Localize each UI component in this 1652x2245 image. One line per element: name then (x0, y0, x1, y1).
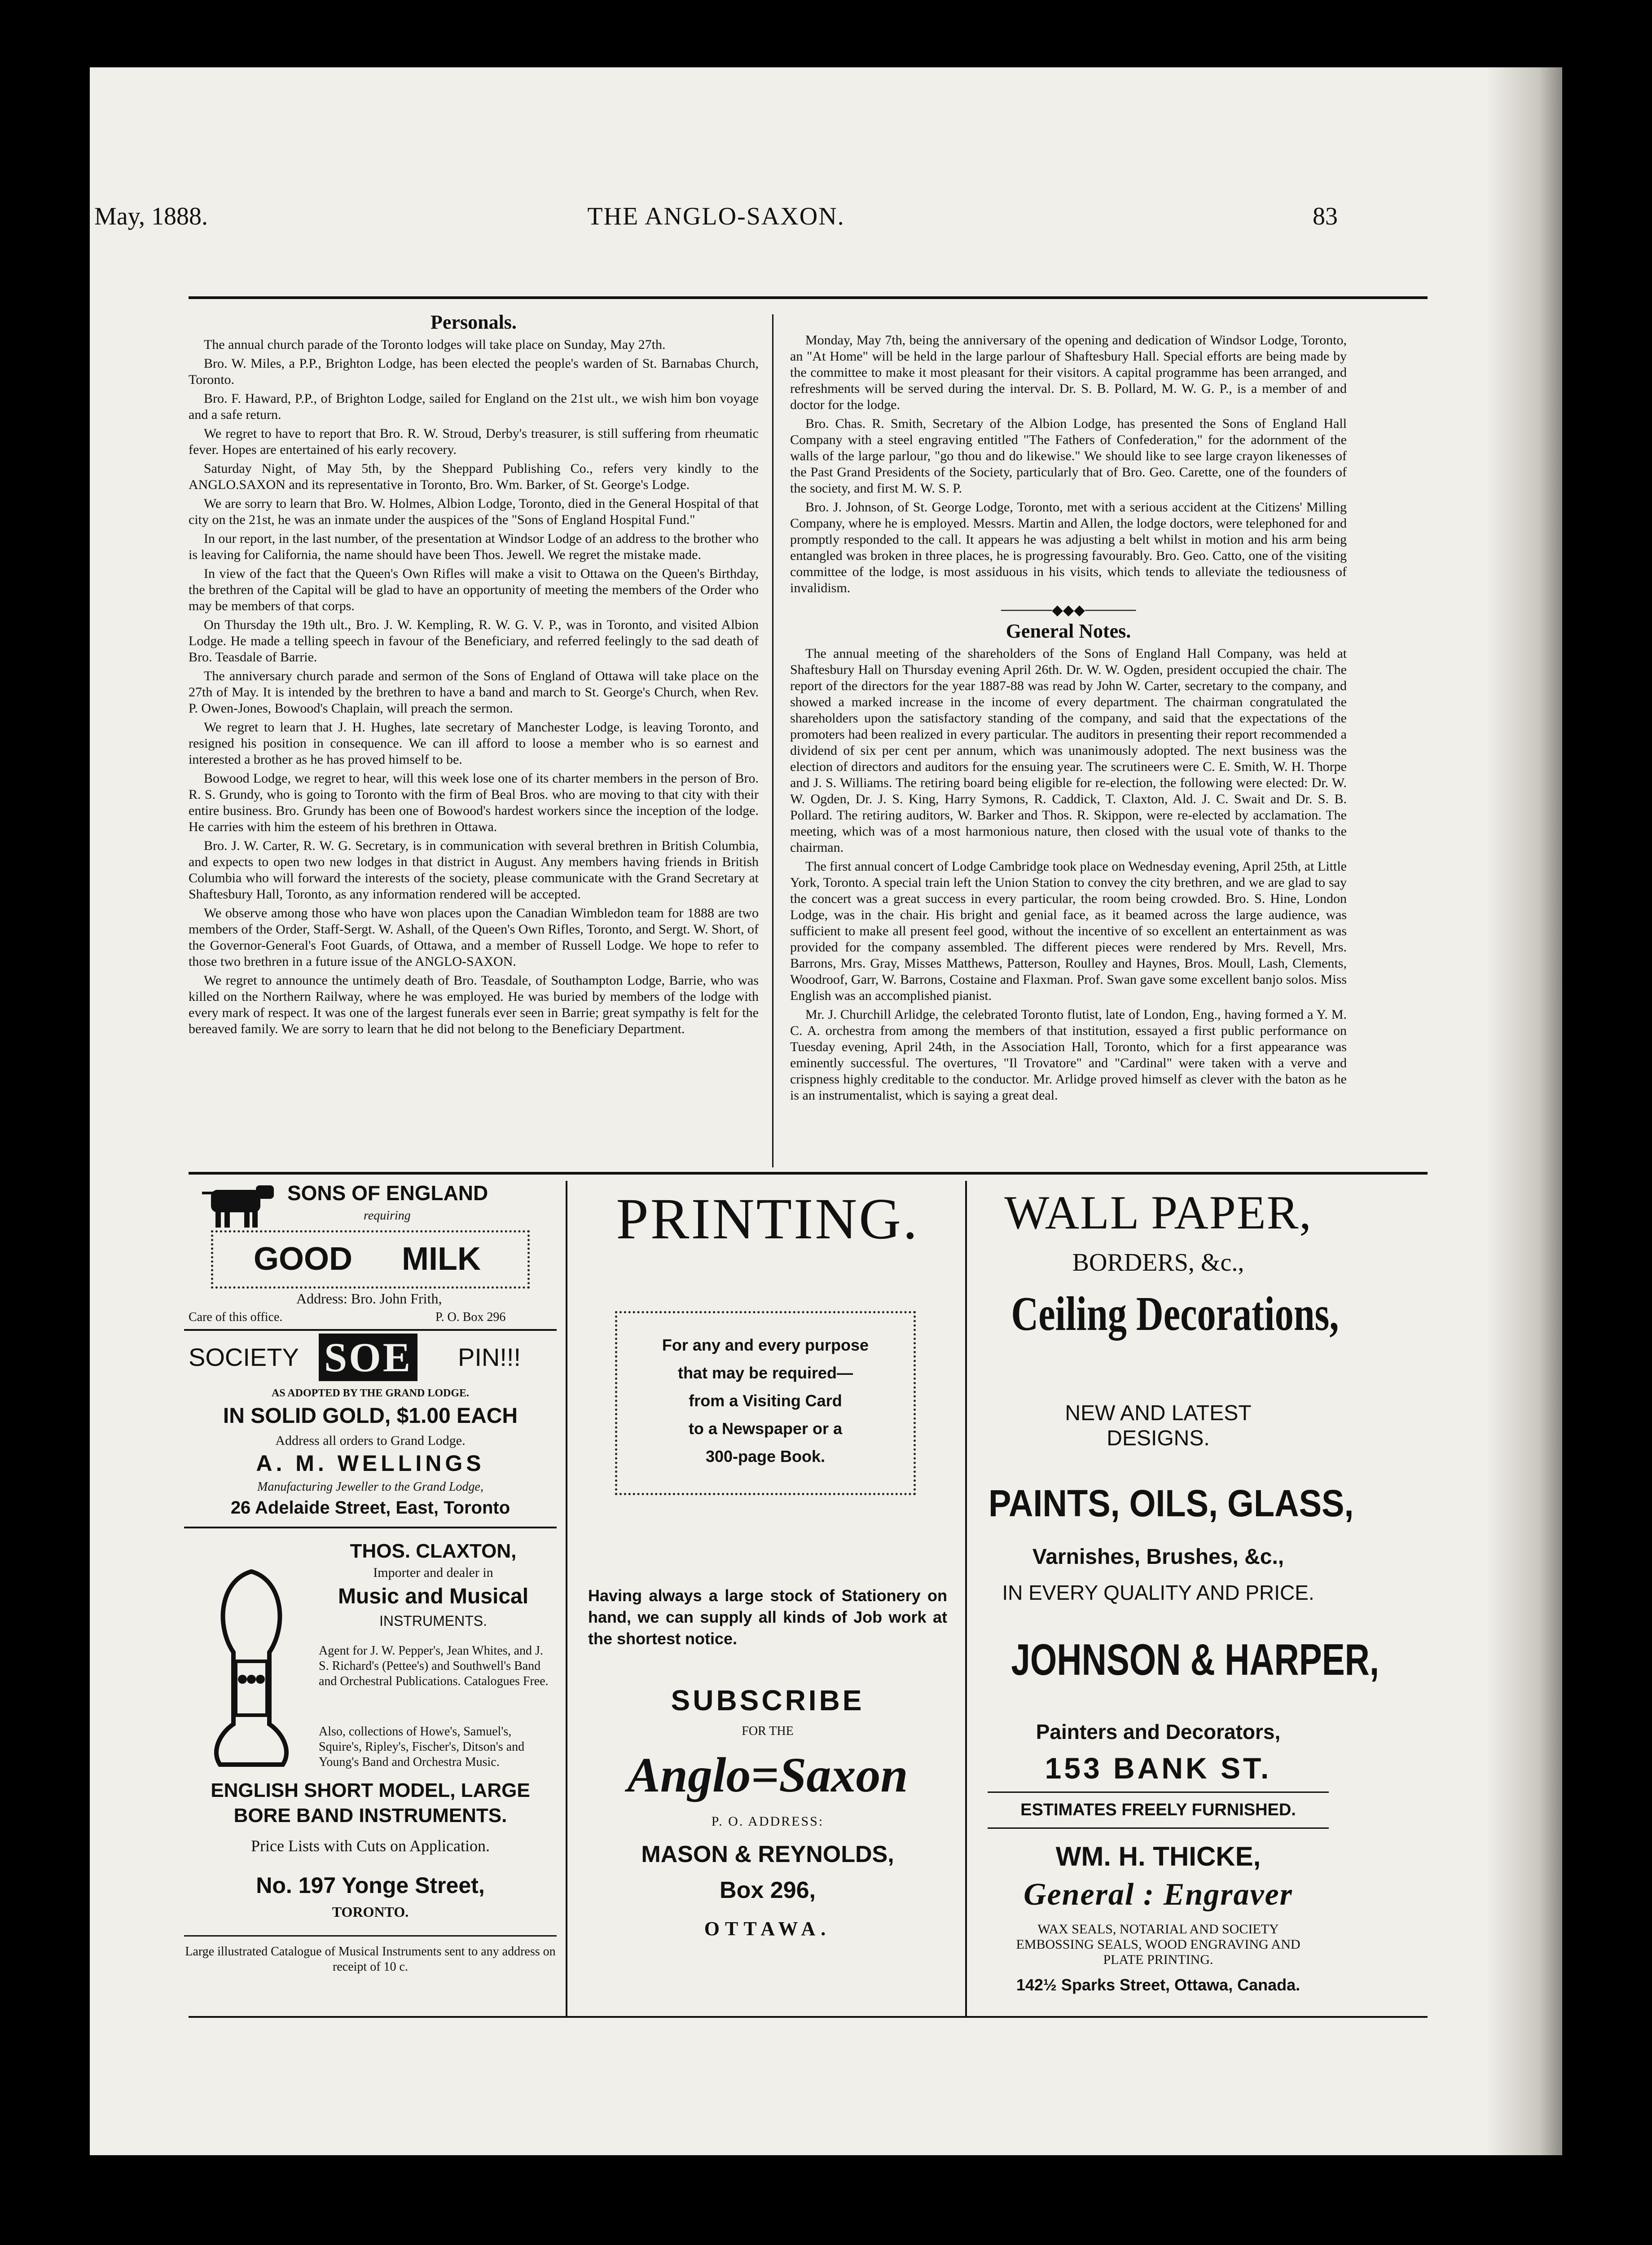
personal-paragraph: Bro. W. Miles, a P.P., Brighton Lodge, has been elected the people's warden of St. Barnabas Church, Toronto. (189, 356, 759, 387)
subscribe-for-the: FOR THE (742, 1724, 794, 1738)
personal-paragraph: In view of the fact that the Queen's Own Rifles will make a visit to Ottawa on the Queen's Birthday, the brethren of the Capital will be glad to have an opportunity of meeting the members of the Order who may be members of that corps. (189, 566, 759, 613)
personal-paragraph: Bro. F. Haward, P.P., of Brighton Lodge, sailed for England on the 21st ult., we wish him bon voyage and a safe return. (189, 391, 759, 422)
notes-paragraph: Monday, May 7th, being the anniversary of the opening and dedication of Windsor Lodge, Toronto, an "At Home" will be held in the large parlour of Shaftesbury Hall. Special efforts are being made by the committee to make it most pleasant for their visitors. A capital programme has been arranged, and refreshments will be served during the interval. Dr. S. B. Pollard, M. W. G. P., is a member of and doctor for the lodge. (790, 333, 1347, 412)
general-engraver: General : Engraver (1024, 1877, 1293, 1912)
paints-oils-glass: PAINTS, OILS, GLASS, (989, 1482, 1354, 1524)
pin-society: SOCIETY (189, 1343, 299, 1371)
personal-paragraph: We regret to have to report that Bro. R. W. Stroud, Derby's treasurer, is still suffering from rheumatic fever. Hopes are entertained of his early recovery. (189, 426, 759, 457)
milk-box: P. O. Box 296 (435, 1310, 506, 1324)
milk-care: Care of this office. (189, 1310, 283, 1324)
wallpaper-ads-column (970, 1185, 1380, 2016)
po-address-label: P. O. ADDRESS: (711, 1814, 824, 1829)
printing-box-number: Box 296, (720, 1877, 816, 1903)
personal-paragraph: The annual church parade of the Toronto lodges will take place on Sunday, May 27th. (204, 337, 666, 352)
general-notes-list (790, 646, 1347, 1104)
bank-street: 153 BANK ST. (1045, 1752, 1272, 1785)
milk-address: Address: Bro. John Frith, (296, 1290, 442, 1307)
claxton-agent: Agent for J. W. Pepper's, Jean Whites, and J. S. Richard's (Pettee's) and Southwell's Band and Orchestral Publications. Catalogues Free. (319, 1644, 549, 1688)
section-ornament: ─────◆◆◆───── (1001, 602, 1136, 618)
personal-paragraph: We are sorry to learn that Bro. W. Holmes, Albion Lodge, Toronto, died in the General Hospital of that city on the 21st, he was an inmate under the auspices of the "Sons of England Hospital Fund." (189, 496, 759, 527)
personal-paragraph: Bro. J. W. Carter, R. W. G. Secretary, is in communication with several brethren in British Columbia, and expects to open two new lodges in that district in August. Any members having friends in British Columbia who will forward the interests of the society, please communicate with the Grand Secretary at Shaftesbury Hall, Toronto, as any information rendered will be accepted. (189, 838, 759, 902)
personal-paragraph: We regret to learn that J. H. Hughes, late secretary of Manchester Lodge, is leaving Toronto, and resigned his position in consequence. We can ill afford to loose a member who is so earnest and interested a brother as he has proved himself to be. (189, 720, 759, 767)
ads-bottom-rule (189, 2016, 1428, 2018)
notes-column (790, 332, 1347, 1106)
claxton-instruments: INSTRUMENTS. (379, 1613, 487, 1629)
varnishes-brushes: Varnishes, Brushes, &c., (1032, 1545, 1284, 1569)
general-notes-paragraph: The annual meeting of the shareholders of the Sons of England Hall Company, was held at Shaftesbury Hall on Thursday evening April 26th. Dr. W. W. Ogden, president occupied the chair. The report of the directors for the year 1887-88 was read by John W. Carter, secretary to the company, and showed a marked increase in the income of every department. The chairman congratulated the shareholders upon the satisfactory standing of the company, and said that the expectations of the promoters had been realized in every particular. The auditors in presenting their report recommended a dividend of six per cent per annum, which was unanimously adopted. The next business was the election of directors and auditors for the ensuing year. The scrutineers were C. E. Smith, W. H. Thorpe and J. S. Williams. The retiring board being eligible for re-election, the following were elected: Dr. W. W. Ogden, Dr. J. S. King, Harry Symons, R. Caddick, T. Claxton, Ald. J. C. Swait and Dr. S. B. Pollard. The retiring auditors, W. Barker and Thos. R. Skippon, were re-elected by acclamation. The meeting, which was of a most harmonious nature, then closed with the usual vote of thanks to the chairman. (790, 646, 1347, 855)
new-designs: NEW AND LATEST DESIGNS. (1065, 1401, 1252, 1450)
notes-paragraph: Bro. J. Johnson, of St. George Lodge, Toronto, met with a serious accident at the Citizens' Milling Company, where he is employed. Messrs. Martin and Allen, the lodge doctors, were telephoned for and promptly responded to the call. It appears he was adjusting a belt whilst in motion and his arm being entangled was broken in three places, he is progressing favourably. Bro. Geo. Catto, one of the visiting committee of the lodge, is most assiduous in his visits, which tends to alleviate the tediousness of invalidism. (790, 500, 1347, 595)
header-rule (189, 296, 1428, 299)
personals-heading: Personals. (431, 311, 517, 333)
ad-divider (184, 1527, 557, 1528)
engraver-services: WAX SEALS, NOTARIAL AND SOCIETY EMBOSSING SEALS, WOOD ENGRAVING AND PLATE PRINTING. (1016, 1922, 1301, 1967)
thicke-name: WM. H. THICKE, (1055, 1841, 1261, 1871)
personal-paragraph: We observe among those who have won places upon the Canadian Wimbledon team for 1888 are two members of the Order, Staff-Sergt. W. Ashall, of the Queen's Own Rifles, Toronto, and Sergt. W. Short, of the Governor-General's Foot Guards, of Ottawa, and a member of Russell Lodge. We hope to refer to those two brethren in a future issue of the ANGLO-SAXON. (189, 906, 759, 969)
mason-reynolds: MASON & REYNOLDS, (641, 1841, 894, 1867)
column-divider (772, 314, 773, 1167)
pin-maker: A. M. WELLINGS (256, 1451, 485, 1476)
ad-divider (184, 1329, 557, 1331)
printing-box-line: from a Visiting Card (689, 1391, 842, 1410)
ad-divider (184, 1935, 557, 1937)
ad-divider (988, 1827, 1329, 1829)
milk-word: MILK (402, 1241, 481, 1277)
general-notes-paragraph: The first annual concert of Lodge Cambridge took place on Wednesday evening, April 25th, at Little York, Toronto. A special train left the Union Station to convey the city brethren, and we are glad to say the concert was a great success in every particular, the room being crowded. Bro. S. Hine, London Lodge, was in the chair. His bright and genial face, as it beamed across the large audience, was sufficient to make all present feel good, without the incentive of so excellent an entertainment as was provided for the company assembled. The different pieces were rendered by Mrs. Revell, Mrs. Barrons, Mrs. Gray, Misses Matthews, Patterson, Roulley and Haynes, Bros. Moull, Lash, Clements, Woodroof, Garr, W. Barrons, Costaine and Flaxman. Prof. Swan gave some excellent banjo solos. Miss English was an accomplished pianist. (790, 859, 1347, 1003)
painters-decorators: Painters and Decorators, (1036, 1720, 1281, 1743)
wallpaper-title: WALL PAPER, (1004, 1186, 1312, 1239)
cow-icon (198, 1181, 278, 1230)
personals-list (189, 337, 759, 1037)
personal-paragraph: The anniversary church parade and sermon of the Sons of England of Ottawa will take place on the 27th of May. It is intended by the brethren to have a band and march to St. George's Church, when Rev. P. Owen-Jones, Bowood's Chaplain, will preach the sermon. (189, 669, 759, 716)
personal-paragraph: Saturday Night, of May 5th, by the Sheppard Publishing Co., refers very kindly to the ANGLO.SAXON and its representative in Toronto, Bro. Wm. Barker, of St. George's Lodge. (189, 461, 759, 492)
personal-paragraph: We regret to announce the untimely death of Bro. Teasdale, of Southampton Lodge, Barrie, who was killed on the Northern Railway, where he was employed. He was buried by members of the lodge with every mark of respect. It was one of the largest funerals ever seen in Barrie; great sympathy is felt for the bereaved family. We are sorry to learn that he did not belong to the Beneficiary Department. (189, 973, 759, 1036)
thicke-address: 142½ Sparks Street, Ottawa, Canada. (1016, 1976, 1301, 1994)
claxton-city: TORONTO. (332, 1904, 409, 1920)
printing-box-line: For any and every purpose (662, 1336, 869, 1354)
issue-date: May, 1888. (94, 202, 208, 230)
pin-soe-logo: SOE (319, 1334, 417, 1381)
pin-price: IN SOLID GOLD, $1.00 EACH (223, 1404, 518, 1428)
ad-divider (988, 1792, 1329, 1793)
claxton-model: ENGLISH SHORT MODEL, LARGE BORE BAND INSTRUMENTS. (211, 1779, 530, 1827)
general-notes-paragraph: Mr. J. Churchill Arlidge, the celebrated Toronto flutist, late of London, Eng., having formed a Y. M. C. A. orchestra from among the members of that institution, essayed a first public performance on Tuesday evening, April 24th, in the Association Hall, Toronto, which for a first appearance was eminently successful. The overtures, "Il Trovatore" and "Cardinal" were taken with a verve and crispness highly creditable to the conductor. Mr. Arlidge proved himself as clever with the baton as he is an instrumentalist, which is saying a great deal. (790, 1007, 1347, 1103)
ad-column-divider (965, 1181, 967, 2016)
page-fold-shadow (1486, 67, 1562, 2155)
general-notes-heading: General Notes. (1006, 620, 1131, 642)
printing-box-line: that may be required— (677, 1364, 853, 1382)
printing-box-line: 300-page Book. (705, 1447, 826, 1466)
good-milk-box (211, 1230, 530, 1289)
claxton-music: Music and Musical (338, 1585, 529, 1608)
pin-maker-desc: Manufacturing Jeweller to the Grand Lodge, (257, 1480, 483, 1494)
good-word: GOOD (254, 1241, 353, 1277)
printing-box-line: to a Newspaper or a (688, 1419, 843, 1438)
personal-paragraph: On Thursday the 19th ult., Bro. J. W. Kempling, R. W. G. V. P., was in Toronto, and visited Albion Lodge. He made a telling speech in favour of the Beneficiary, and referred feelingly to the sad death of Bro. Teasdale of Barrie. (189, 617, 759, 665)
notes-paragraph: Bro. Chas. R. Smith, Secretary of the Albion Lodge, has presented the Sons of England Hall Company with a steel engraving entitled "The Fathers of Confederation," for the adornment of the walls of the large parlour, "go thou and do likewise." We should like to see large crayon likenesses of the Past Grand Presidents of the Society, particularly that of Bro. Geo. Carette, one of the founders of the society, and first M. W. S. P. (790, 416, 1347, 496)
pin-adopted: AS ADOPTED BY THE GRAND LODGE. (271, 1387, 470, 1399)
page-number: 83 (1313, 202, 1338, 230)
johnson-harper: JOHNSON & HARPER, (1011, 1635, 1380, 1684)
claxton-also: Also, collections of Howe's, Samuel's, Squire's, Ripley's, Fischer's, Ditson's and Young's Band and Orchestra Music. (319, 1725, 525, 1769)
printing-box-lines (617, 1313, 914, 1470)
ad-column-divider (566, 1181, 567, 2016)
pin-orders: Address all orders to Grand Lodge. (275, 1433, 466, 1448)
newspaper-title: THE ANGLO-SAXON. (587, 202, 845, 230)
milk-ad-title: SONS OF ENGLAND (287, 1181, 488, 1205)
right-notes-list (790, 332, 1347, 596)
cornet-icon (193, 1563, 310, 1769)
every-quality: IN EVERY QUALITY AND PRICE. (1002, 1581, 1314, 1604)
personals-column (189, 311, 759, 1040)
wallpaper-borders: BORDERS, &c., (1072, 1249, 1244, 1277)
subscribe-heading: SUBSCRIBE (671, 1684, 865, 1717)
ceiling-decorations: Ceiling Decorations, (1011, 1287, 1339, 1341)
personal-paragraph: Bowood Lodge, we regret to hear, will this week lose one of its charter members in the person of Bro. R. S. Grundy, who is going to Toronto with the firm of Beal Bros. who are moving to that city with their entire business. Bro. Grundy has been one of Bowood's hardest workers since the inception of the lodge. He carries with him the esteem of his brethren in Ottawa. (189, 771, 759, 834)
printing-city: OTTAWA. (704, 1918, 831, 1940)
left-ads-column (184, 1181, 557, 2012)
personal-paragraph: In our report, in the last number, of the presentation at Windsor Lodge of an address to the brother who is leaving for California, the name should have been Thos. Jewell. We regret the mistake made. (189, 531, 759, 562)
running-header (94, 202, 1338, 247)
pin-word: PIN!!! (458, 1343, 521, 1371)
ads-top-rule (189, 1172, 1428, 1175)
claxton-catalogue: Large illustrated Catalogue of Musical Instruments sent to any address on receipt of 10 c. (185, 1945, 556, 1974)
claxton-lists: Price Lists with Cuts on Application. (251, 1837, 490, 1855)
printing-title: PRINTING. (616, 1187, 919, 1251)
pin-street: 26 Adelaide Street, East, Toronto (230, 1498, 510, 1518)
claxton-name: THOS. CLAXTON, (350, 1540, 517, 1562)
printing-box (615, 1311, 916, 1495)
claxton-desc: Importer and dealer in (373, 1565, 493, 1580)
anglo-saxon-logo: Anglo=Saxon (627, 1748, 908, 1802)
printing-ads-column (575, 1185, 961, 2016)
estimates: ESTIMATES FREELY FURNISHED. (1020, 1800, 1296, 1819)
claxton-street: No. 197 Yonge Street, (256, 1873, 485, 1898)
milk-ad-requiring: requiring (364, 1209, 411, 1223)
printing-stock: Having always a large stock of Stationery on hand, we can supply all kinds of Job work at the shortest notice. (588, 1586, 947, 1648)
